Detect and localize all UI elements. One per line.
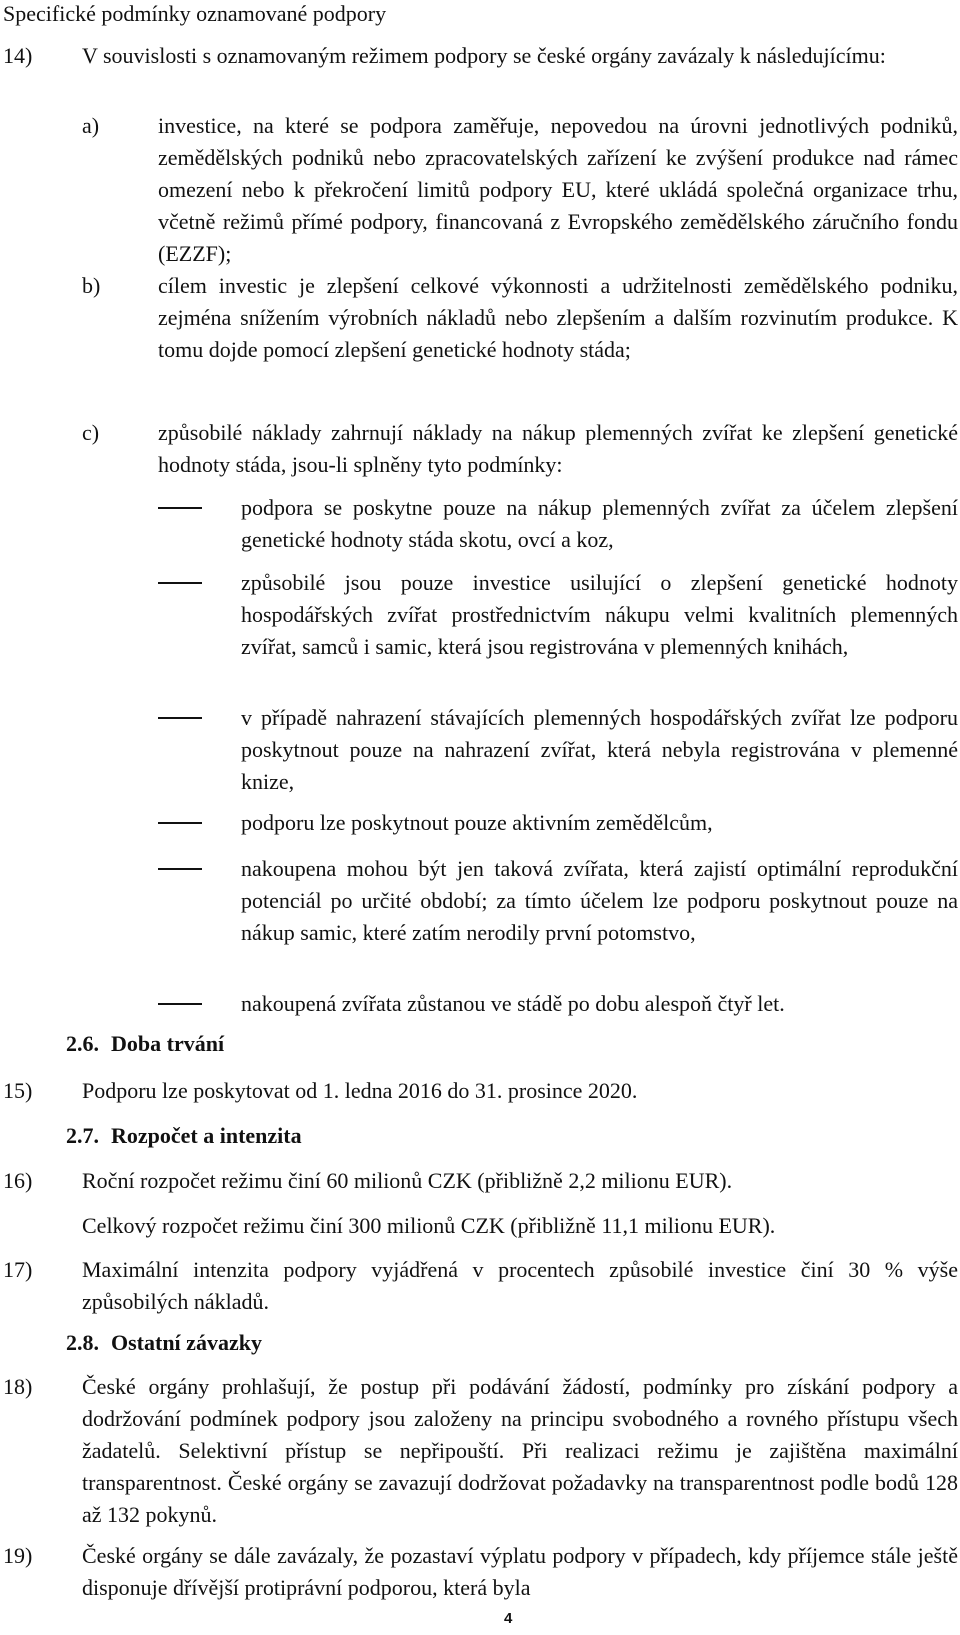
condition-text: nakoupená zvířata zůstanou ve stádě po dobu alespoň čtyř let. [241,991,785,1016]
paragraph-number: 18) [3,1374,33,1399]
paragraph-text: Podporu lze poskytovat od 1. ledna 2016 do 31. prosince 2020. [82,1078,638,1103]
subitem-text: cílem investic je zlepšení celkové výkonnosti a udržitelnosti zemědělského podniku, zejména snížením výrobních nákladů nebo zlepšením a dalším rozvinutím produkce. K tomu dojde pomocí zlepšení genetické hodnoty stáda; [158,273,958,362]
paragraph-16 [0,1165,958,1197]
section-title: Ostatní závazky [111,1330,262,1355]
subitem-c [0,417,958,481]
paragraph-number: 17) [3,1257,33,1282]
section-heading-2-6 [66,1028,224,1060]
paragraph-18 [0,1371,958,1531]
paragraph-number: 16) [3,1168,33,1193]
paragraph-number: 15) [3,1078,33,1103]
section-heading-2-8 [66,1327,262,1359]
condition-text: způsobilé jsou pouze investice usilující o zlepšení genetické hodnoty hospodářských zvířat prostřednictvím nákupu velmi kvalitních plemenných zvířat, samců i samic, která jsou registrována v plemenných knihách, [241,570,958,659]
subitem-letter: c) [82,420,100,445]
page-number: 4 [504,1610,513,1627]
section-number: 2.8. [66,1330,99,1355]
paragraph-16-continuation: Celkový rozpočet režimu činí 300 milionů CZK (přibližně 11,1 milionu EUR). [82,1213,776,1238]
dash-bullet [158,1003,202,1005]
dash-bullet [158,507,202,509]
paragraph-17 [0,1254,958,1318]
subitem-a [0,110,958,270]
paragraph-text: České orgány prohlašují, že postup při podávání žádostí, podmínky pro získání podpory a dodržování podmínek podpory jsou založeny na principu svobodného a rovného přístupu všech žadatelů. Selektivní přístup se nepřipouští. Při realizaci režimu je zajištěna maximální transparentnost. České orgány se zavazují dodržovat požadavky na transparentnost podle bodů 128 až 132 pokynů. [82,1374,958,1527]
section-number: 2.6. [66,1031,99,1056]
condition-item [0,853,958,949]
condition-item [0,492,958,556]
subitem-text: způsobilé náklady zahrnují náklady na nákup plemenných zvířat ke zlepšení genetické hodnoty stáda, jsou-li splněny tyto podmínky: [158,420,958,477]
paragraph-text: Maximální intenzita podpory vyjádřená v procentech způsobilé investice činí 30 % výše způsobilých nákladů. [82,1257,958,1314]
paragraph-15 [0,1075,958,1107]
subitem-letter: a) [82,113,100,138]
section-title: Doba trvání [111,1031,225,1056]
dash-bullet [158,582,202,584]
page-heading: Specifické podmínky oznamované podpory [3,1,387,26]
paragraph-number: 19) [3,1543,33,1568]
condition-text: podpora se poskytne pouze na nákup plemenných zvířat za účelem zlepšení genetické hodnoty stáda skotu, ovcí a koz, [241,495,958,552]
subitem-text: investice, na které se podpora zaměřuje, nepovedou na úrovni jednotlivých podniků, zemědělských podniků nebo zpracovatelských zařízení ke zvýšení produkce nad rámec omezení nebo k překročení limitů podpory EU, které ukládá společná organizace trhu, včetně režimů přímé podpory, financovaná z Evropského zemědělského záručního fondu (EZZF); [158,113,958,266]
subitem-b [0,270,958,366]
paragraph-19 [0,1540,958,1604]
section-title: Rozpočet a intenzita [111,1123,302,1148]
condition-text: v případě nahrazení stávajících plemenných hospodářských zvířat lze podporu poskytnout pouze na nahrazení zvířat, která nebyla registrována v plemenné knize, [241,705,958,794]
paragraph-text: České orgány se dále zavázaly, že pozastaví výplatu podpory v případech, kdy příjemce stále ještě disponuje dřívější protiprávní podporou, která byla [82,1543,958,1600]
subitem-letter: b) [82,273,101,298]
condition-item [0,567,958,663]
dash-bullet [158,822,202,824]
dash-bullet [158,868,202,870]
condition-item [0,702,958,798]
condition-text: nakoupena mohou být jen taková zvířata, která zajistí optimální reprodukční potenciál po určité období; za tímto účelem lze podporu poskytnout pouze na nákup samic, které zatím nerodily první potomstvo, [241,856,958,945]
condition-item [0,807,958,839]
paragraph-number: 14) [3,43,33,68]
condition-text: podporu lze poskytnout pouze aktivním zemědělcům, [241,810,713,835]
condition-item [0,988,958,1020]
paragraph-text: Roční rozpočet režimu činí 60 milionů CZK (přibližně 2,2 milionu EUR). [82,1168,733,1193]
paragraph-14 [0,40,958,72]
paragraph-text: V souvislosti s oznamovaným režimem podpory se české orgány zavázaly k následujícímu: [82,43,886,68]
dash-bullet [158,717,202,719]
section-heading-2-7 [66,1120,302,1152]
section-number: 2.7. [66,1123,99,1148]
